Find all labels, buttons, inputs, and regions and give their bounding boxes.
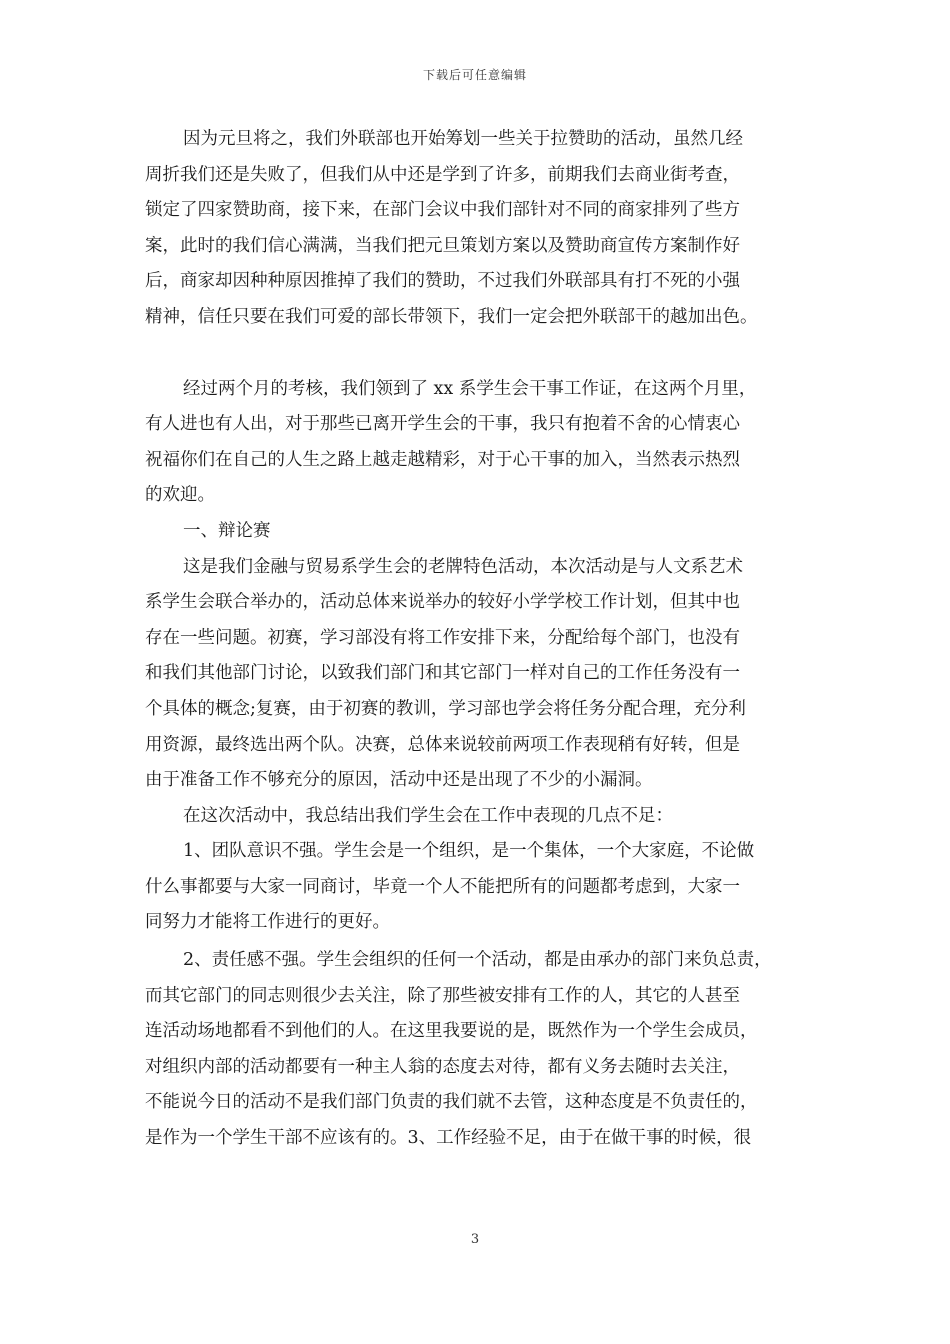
text-line: 后，商家却因种种原因推掉了我们的赞助，不过我们外联部具有打不死的小强 [145,271,740,292]
text-line: 和我们其他部门讨论，以致我们部门和其它部门一样对自己的工作任务没有一 [145,663,740,684]
summary-intro: 在这次活动中，我总结出我们学生会在工作中表现的几点不足： [183,805,673,826]
text-line: 祝福你们在自己的人生之路上越走越精彩，对于心干事的加入，当然表示热烈 [145,449,740,470]
text-line: 用资源，最终选出两个队。决赛，总体来说较前两项工作表现稍有好转，但是 [145,734,740,755]
point-teamwork [145,834,815,941]
text-line: 是作为一个学生干部不应该有的。3、工作经验不足，由于在做干事的时候，很 [145,1128,752,1149]
text-line: 系学生会联合举办的，活动总体来说举办的较好小学学校工作计划，但其中也 [145,592,740,613]
text-line: 这是我们金融与贸易系学生会的老牌特色活动，本次活动是与人文系艺术 [183,556,743,577]
text-line: 什么事都要与大家一同商讨，毕竟一个人不能把所有的问题都考虑到，大家一 [145,876,740,897]
text-line: 由于准备工作不够充分的原因，活动中还是出现了不少的小漏洞。 [145,770,653,791]
text-line: 同努力才能将工作进行的更好。 [145,912,390,933]
text-line: 2、责任感不强。学生会组织的任何一个活动，都是由承办的部门来负总责， [183,950,772,971]
text-line: 锁定了四家赞助商，接下来，在部门会议中我们部针对不同的商家排列了些方 [145,200,740,221]
page-number: 3 [470,1232,480,1247]
text-line: 1、团队意识不强。学生会是一个组织，是一个集体，一个大家庭，不论做 [183,841,755,862]
text-line: 连活动场地都看不到他们的人。在这里我要说的是，既然作为一个学生会成员， [145,1021,758,1042]
paragraph-sponsorship [145,122,815,336]
section-title: 一、辩论赛 [183,520,271,541]
paragraph-debate [145,550,815,799]
text-line: 而其它部门的同志则很少去关注，除了那些被安排有工作的人，其它的人甚至 [145,985,740,1006]
text-line: 存在一些问题。初赛，学习部没有将工作安排下来，分配给每个部门，也没有 [145,627,740,648]
text-line: 因为元旦将之，我们外联部也开始筹划一些关于拉赞助的活动，虽然几经 [183,129,743,149]
text-line: 的欢迎。 [145,485,215,506]
page-header: 下载后可任意编辑 [422,68,527,82]
text-line: 案，此时的我们信心满满，当我们把元旦策划方案以及赞助商宣传方案制作好 [145,235,740,256]
text-line: 不能说今日的活动不是我们部门负责的我们就不去管，这种态度是不负责任的， [145,1092,758,1113]
text-line: 有人进也有人出，对于那些已离开学生会的干事，我只有抱着不舍的心情衷心 [145,414,740,435]
text-line: 对组织内部的活动都要有一种主人翁的态度去对待，都有义务去随时去关注， [145,1056,740,1077]
point-responsibility [145,943,815,1157]
document-body [145,122,815,1157]
text-line: 经过两个月的考核，我们领到了 xx 系学生会干事工作证，在这两个月里， [183,378,757,399]
text-line: 精神，信任只要在我们可爱的部长带领下，我们一定会把外联部干的越加出色。 [145,306,758,327]
text-line: 个具体的概念;复赛，由于初赛的教训，学习部也学会将任务分配合理，充分利 [145,698,746,719]
paragraph-spacer [145,336,815,372]
text-line: 周折我们还是失败了，但我们从中还是学到了许多，前期我们去商业街考查， [145,164,740,185]
paragraph-assessment [145,372,815,514]
